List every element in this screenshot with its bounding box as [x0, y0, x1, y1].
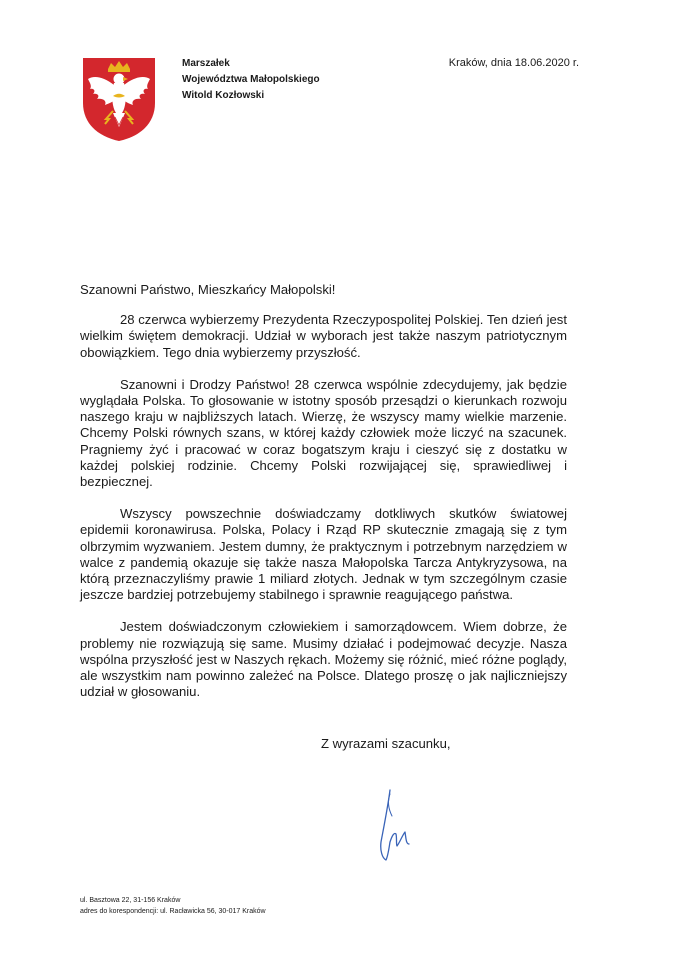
paragraph: Jestem doświadczonym człowiekiem i samorządowcem. Wiem dobrze, że problemy nie rozwiązują się same. Musimy działać i podejmować decyzje. Nasza wspólna przyszłość jest w Naszych rękach. Możemy się różnić, mieć różne poglądy, ale wszystkim nam powinno zależeć na Polsce. Dlatego proszę o jak najliczniejszy udział w głosowaniu.: [80, 619, 567, 700]
letter-body: [80, 282, 567, 716]
sender-block: [182, 56, 320, 104]
footer: [80, 895, 266, 917]
closing: Z wyrazami szacunku,: [321, 736, 451, 751]
footer-correspondence-address: adres do korespondencji: ul. Racławicka 56, 30-017 Kraków: [80, 908, 266, 915]
paragraph: Wszyscy powszechnie doświadczamy dotkliwych skutków światowej epidemii koronawirusa. Polska, Polacy i Rząd RP skutecznie zmagają się z tym olbrzymim wyzwaniem. Jestem dumny, że praktycznym i potrzebnym narzędziem w walce z pandemią okazuje się także nasza Małopolska Tarcza Antykryzysowa, na którą przeznaczyliśmy prawie 1 miliard złotych. Jednak w tym szczególnym czasie jeszcze bardziej potrzebujemy stabilnego i sprawnie reagującego państwa.: [80, 506, 567, 603]
coat-of-arms-icon: [80, 55, 158, 143]
signature: [372, 786, 418, 864]
letter-date: Kraków, dnia 18.06.2020 r.: [448, 57, 579, 69]
sender-title: Marszałek: [182, 58, 230, 69]
sender-office: Województwa Małopolskiego: [182, 74, 320, 85]
salutation: Szanowni Państwo, Mieszkańcy Małopolski!: [80, 282, 336, 297]
sender-name: Witold Kozłowski: [182, 90, 265, 101]
paragraph: Szanowni i Drodzy Państwo! 28 czerwca wspólnie zdecydujemy, jak będzie wyglądała Polska. To głosowanie w istotny sposób przesądzi o kierunkach rozwoju naszego kraju w najbliższych latach. Wierzę, że wszyscy mamy wielkie marzenie. Chcemy Polski równych szans, w której każdy człowiek może liczyć na szacunek. Pragniemy żyć i pracować w coraz bogatszym kraju i cieszyć się z dostatku w każdej polskiej rodzinie. Chcemy Polski rozwijającej się, sprawiedliwej i bezpiecznej.: [80, 376, 567, 490]
paragraph: 28 czerwca wybierzemy Prezydenta Rzeczypospolitej Polskiej. Ten dzień jest wielkim świętem demokracji. Udział w wyborach jest także naszym patriotycznym obowiązkiem. Tego dnia wybierzemy przyszłość.: [80, 312, 567, 360]
footer-address: ul. Basztowa 22, 31-156 Kraków: [80, 897, 181, 904]
